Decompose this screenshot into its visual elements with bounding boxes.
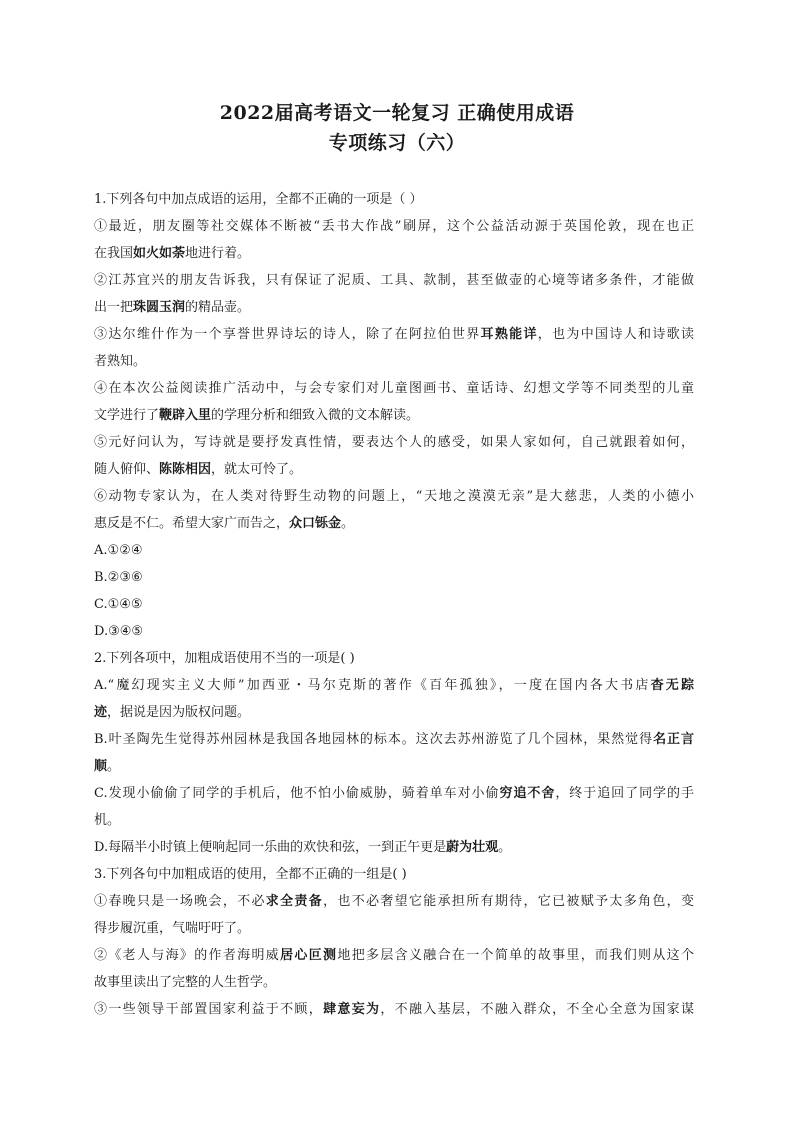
q2-option-a-line-2 xyxy=(94,699,694,726)
text-run: ①春晚只是一场晚会，不必 xyxy=(94,894,266,909)
q1-sentence-1-line-2 xyxy=(94,240,694,267)
text-run: 惠反是不仁。希望大家广而告之， xyxy=(94,516,290,531)
q3-sentence-2-line-2: 故事里读出了完整的人生哲学。 xyxy=(94,975,277,990)
text-run: ，也为中国诗人和诗歌读 xyxy=(537,327,694,342)
text-run: D.每隔半小时镇上便响起同一乐曲的欢快和弦，一到正午更是 xyxy=(94,840,447,855)
text-run: 。 xyxy=(107,759,121,774)
q1-sentence-6-line-1: ⑥动物专家认为，在人类对待野生动物的问题上，“天地之漠漠无亲”是大慈悲，人类的小德小 xyxy=(94,489,694,504)
q1-sentence-5-line-1: ⑤元好问认为，写诗就是要抒发真性情，要表达个人的感受，如果人家如何，自己就跟着如何， xyxy=(94,435,694,450)
q3-sentence-2-line-1 xyxy=(94,942,694,969)
q1-sentence-1-line-1: ①最近，朋友圈等社交媒体不断被“丢书大作战”刷屏，这个公益活动源于英国伦敦，现在也正 xyxy=(94,219,694,234)
idiom-highlight: 陈陈相因 xyxy=(159,462,212,477)
text-run: ③达尔维什作为一个享誉世界诗坛的诗人，除了在阿拉伯世界 xyxy=(94,327,481,342)
q1-sentence-3-line-1 xyxy=(94,321,694,348)
text-run: B.叶圣陶先生觉得苏州园林是我国各地园林的标本。这次去苏州游览了几个园林，果然觉得 xyxy=(94,732,654,747)
q3-sentence-3-line-1 xyxy=(94,996,694,1023)
idiom-highlight: 如火如荼 xyxy=(133,246,186,261)
q3-sentence-1-line-2: 得步履沉重，气喘吁吁了。 xyxy=(94,921,251,936)
text-run: 文学进行了 xyxy=(94,408,160,423)
q1-sentence-5-line-2 xyxy=(94,456,694,483)
idiom-highlight: 迹 xyxy=(94,705,108,720)
text-run: ，不融入基层，不融入群众，不全心全意为国家谋 xyxy=(380,1002,694,1017)
document-body xyxy=(94,186,694,1023)
q2-option-b-line-2 xyxy=(94,753,694,780)
text-run: C.发现小偷偷了同学的手机后，他不怕小偷威胁，骑着单车对小偷 xyxy=(94,786,500,801)
q1-sentence-6-line-2 xyxy=(94,510,694,537)
text-run: 地进行着。 xyxy=(185,246,251,261)
text-run: 的学理分析和细致入微的文本解读。 xyxy=(211,408,420,423)
q2-option-a-line-1 xyxy=(94,672,694,699)
idiom-highlight: 蔚为壮观 xyxy=(446,840,499,855)
q1-option-c: C.①④⑤ xyxy=(94,597,143,612)
text-run: ③一些领导干部置国家利益于不顾， xyxy=(94,1002,324,1017)
text-run: 随人俯仰、 xyxy=(94,462,160,477)
idiom-highlight: 杳无踪 xyxy=(650,678,694,693)
q1-option-a: A.①②④ xyxy=(94,543,143,558)
q1-sentence-3-line-2: 者熟知。 xyxy=(94,354,147,369)
idiom-highlight: 名正言 xyxy=(653,732,694,747)
text-run: 出一把 xyxy=(94,300,134,315)
text-run: 地把多层含义融合在一个简单的故事里，而我们则从这个 xyxy=(337,948,694,963)
text-run: 的精品壶。 xyxy=(185,300,251,315)
text-run: ，据说是因为版权问题。 xyxy=(107,705,251,720)
q2-option-c-line-1 xyxy=(94,780,694,807)
document-title: 2022届高考语文一轮复习 正确使用成语 xyxy=(219,102,575,124)
text-run: ，终于追回了同学的手 xyxy=(555,786,694,801)
q1-sentence-4-line-1: ④在本次公益阅读推广活动中，与会专家们对儿童图画书、童话诗、幻想文学等不同类型的儿童 xyxy=(94,381,694,396)
idiom-highlight: 穷追不舍 xyxy=(499,786,556,801)
text-run: 在我国 xyxy=(94,246,134,261)
question-1-stem: 1.下列各句中加点成语的运用，全都不正确的一项是（ ） xyxy=(94,192,423,207)
q1-sentence-2-line-1: ②江苏宜兴的朋友告诉我，只有保证了泥质、工具、款制，甚至做壶的心境等诸多条件，才能做 xyxy=(94,273,694,288)
q2-option-b-line-1 xyxy=(94,726,694,753)
text-run: 。 xyxy=(341,516,355,531)
text-run: A.“魔幻现实主义大师”加西亚・马尔克斯的著作《百年孤独》，一度在国内各大书店 xyxy=(94,678,651,693)
q1-sentence-4-line-2 xyxy=(94,402,694,429)
q1-sentence-2-line-2 xyxy=(94,294,694,321)
text-run: 。 xyxy=(498,840,512,855)
q1-option-d: D.③④⑤ xyxy=(94,624,144,639)
q2-option-c-line-2: 机。 xyxy=(94,813,121,828)
q3-sentence-1-line-1 xyxy=(94,888,694,915)
document-subtitle: 专项练习（六） xyxy=(328,132,466,154)
question-3-stem: 3.下列各句中加粗成语的使用，全都不正确的一组是( ) xyxy=(94,867,407,882)
q1-option-b: B.②③⑥ xyxy=(94,570,143,585)
idiom-highlight: 众口铄金 xyxy=(289,516,342,531)
idiom-highlight: 顺 xyxy=(94,759,108,774)
text-run: ，也不必奢望它能承担所有期待，它已被赋予太多角色，变 xyxy=(323,894,694,909)
text-run: ②《老人与海》的作者海明威 xyxy=(94,948,281,963)
idiom-highlight: 求全责备 xyxy=(265,894,324,909)
text-run: ，就太可怜了。 xyxy=(211,462,303,477)
idiom-highlight: 鞭辟入里 xyxy=(159,408,212,423)
question-2-stem: 2.下列各项中，加粗成语使用不当的一项是( ) xyxy=(94,651,355,666)
idiom-highlight: 珠圆玉润 xyxy=(133,300,186,315)
q2-option-d xyxy=(94,834,694,861)
idiom-highlight: 居心叵测 xyxy=(280,948,338,963)
idiom-highlight: 耳熟能详 xyxy=(480,327,538,342)
idiom-highlight: 肆意妄为 xyxy=(323,1002,381,1017)
